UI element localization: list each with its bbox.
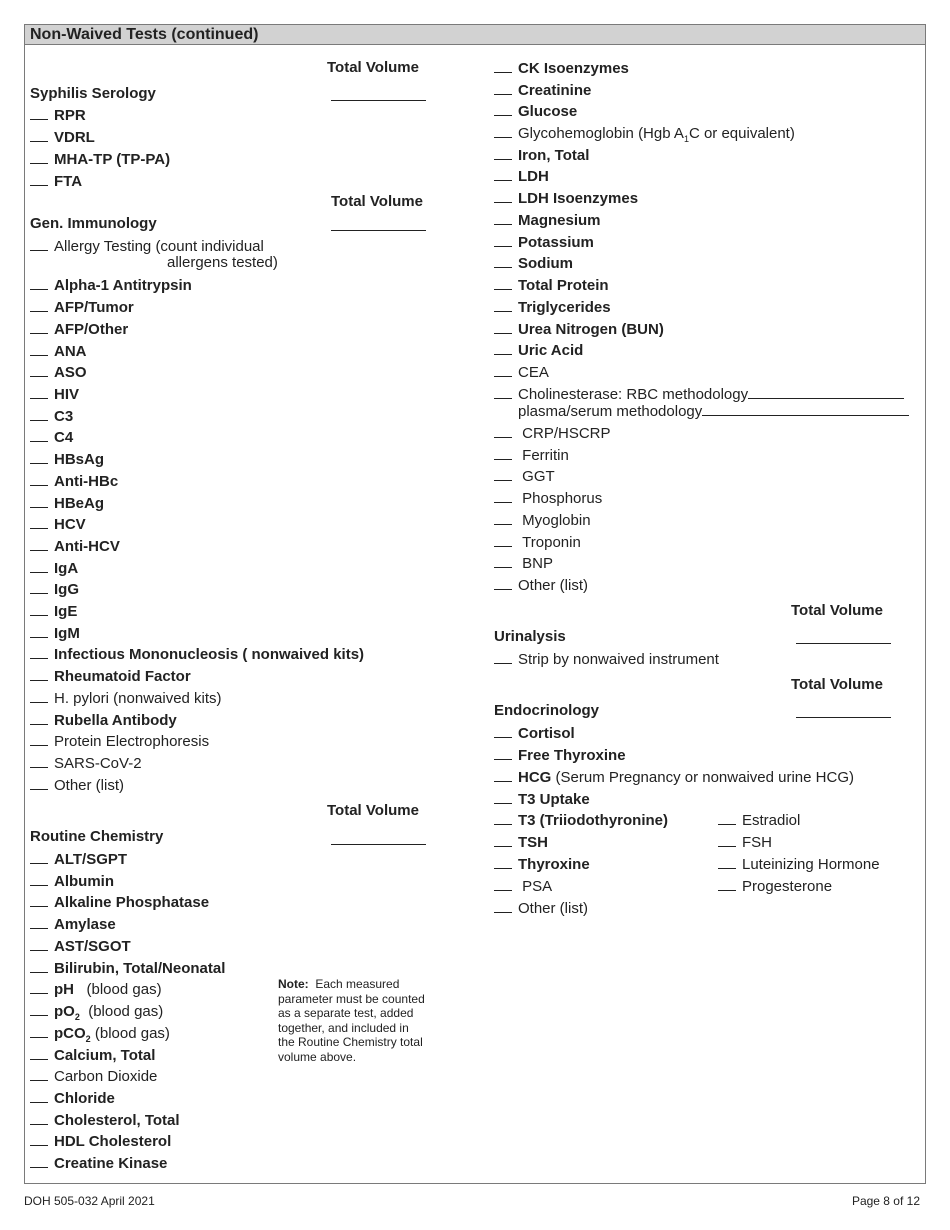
total-volume-label-chemistry: Total Volume (327, 802, 419, 819)
checklist-item-pco2[interactable]: pCO$_2$ (blood gas) (30, 1024, 170, 1043)
total-volume-line-immunology[interactable] (331, 230, 426, 231)
endocrinology-heading: Endocrinology (494, 702, 599, 719)
checklist-item[interactable]: Phosphorus (494, 489, 602, 508)
checklist-item[interactable]: C3 (30, 407, 73, 426)
checklist-item[interactable]: Iron, Total (494, 146, 589, 165)
checklist-item[interactable]: TSH (494, 833, 548, 852)
checklist-item[interactable]: Other (list) (494, 899, 588, 918)
checklist-item[interactable]: Infectious Mononucleosis ( nonwaived kits) (30, 645, 364, 664)
checklist-item[interactable]: GGT (494, 467, 555, 486)
checklist-item[interactable]: Alpha-1 Antitrypsin (30, 276, 192, 295)
checklist-item-ph[interactable]: pH (blood gas) (30, 980, 162, 999)
checklist-item[interactable]: Anti-HBc (30, 472, 118, 491)
rbc-methodology-line[interactable] (748, 385, 904, 399)
checklist-item[interactable]: HBeAg (30, 494, 104, 513)
checklist-item[interactable]: PSA (494, 877, 552, 896)
cholinesterase-plasma: plasma/serum methodology (518, 402, 909, 421)
checklist-item[interactable]: ALT/SGPT (30, 850, 127, 869)
checklist-item[interactable]: Chloride (30, 1089, 115, 1108)
checklist-item[interactable]: Anti-HCV (30, 537, 120, 556)
checklist-item[interactable]: Creatinine (494, 81, 591, 100)
checklist-item[interactable]: RPR (30, 106, 86, 125)
checklist-item[interactable]: FSH (718, 833, 772, 852)
checklist-item[interactable]: Other (list) (30, 776, 124, 795)
checklist-item[interactable]: H. pylori (nonwaived kits) (30, 689, 222, 708)
page-number: Page 8 of 12 (851, 1194, 920, 1208)
allergy-continued: allergens tested) (167, 254, 278, 271)
checklist-item[interactable]: LDH Isoenzymes (494, 189, 638, 208)
checklist-item[interactable]: Sodium (494, 254, 573, 273)
total-volume-line-syphilis[interactable] (331, 100, 426, 101)
checklist-item[interactable]: ASO (30, 363, 87, 382)
checklist-item[interactable]: BNP (494, 554, 553, 573)
checklist-item[interactable]: Cortisol (494, 724, 575, 743)
checklist-item[interactable]: Bilirubin, Total/Neonatal (30, 959, 225, 978)
checklist-item[interactable]: IgE (30, 602, 77, 621)
checklist-item[interactable]: LDH (494, 167, 549, 186)
checklist-item[interactable]: FTA (30, 172, 82, 191)
total-volume-line-endocrinology[interactable] (796, 717, 891, 718)
checklist-item[interactable]: T3 Uptake (494, 790, 590, 809)
checklist-item[interactable]: C4 (30, 428, 73, 447)
checklist-item[interactable]: MHA-TP (TP-PA) (30, 150, 170, 169)
checklist-item[interactable]: Total Protein (494, 276, 609, 295)
checklist-item[interactable]: HCV (30, 515, 86, 534)
plasma-methodology-line[interactable] (702, 402, 909, 416)
checklist-item[interactable]: Protein Electrophoresis (30, 732, 209, 751)
routine-chemistry-heading: Routine Chemistry (30, 828, 164, 845)
total-volume-label-endocrinology: Total Volume (791, 676, 883, 693)
checklist-item[interactable]: Creatine Kinase (30, 1154, 167, 1173)
checklist-item[interactable]: Rubella Antibody (30, 711, 177, 730)
total-volume-label-syphilis: Total Volume (327, 59, 419, 76)
checklist-item[interactable]: IgM (30, 624, 80, 643)
checklist-item[interactable]: CK Isoenzymes (494, 59, 629, 78)
checklist-item[interactable]: Free Thyroxine (494, 746, 626, 765)
checklist-item[interactable]: Amylase (30, 915, 116, 934)
checklist-item[interactable]: ANA (30, 342, 87, 361)
checklist-item[interactable]: Estradiol (718, 811, 800, 830)
checklist-item-allergy[interactable]: Allergy Testing (count individual (30, 237, 264, 256)
checklist-item[interactable]: Uric Acid (494, 341, 583, 360)
total-volume-line-urinalysis[interactable] (796, 643, 891, 644)
total-volume-line-chemistry[interactable] (331, 844, 426, 845)
immunology-heading: Gen. Immunology (30, 215, 157, 232)
checklist-item[interactable]: HDL Cholesterol (30, 1132, 171, 1151)
checklist-item[interactable]: Glucose (494, 102, 577, 121)
checklist-item[interactable]: Other (list) (494, 576, 588, 595)
checklist-item[interactable]: Myoglobin (494, 511, 591, 530)
checklist-item[interactable]: Troponin (494, 533, 581, 552)
checklist-item[interactable]: AST/SGOT (30, 937, 131, 956)
checklist-item[interactable]: Magnesium (494, 211, 601, 230)
checklist-item[interactable]: CEA (494, 363, 549, 382)
checklist-item[interactable]: Potassium (494, 233, 594, 252)
checklist-item[interactable]: Luteinizing Hormone (718, 855, 880, 874)
checklist-item[interactable]: CRP/HSCRP (494, 424, 611, 443)
checklist-item[interactable]: Triglycerides (494, 298, 611, 317)
checklist-item[interactable]: Progesterone (718, 877, 832, 896)
checklist-item[interactable]: AFP/Other (30, 320, 128, 339)
section-header: Non-Waived Tests (continued) (25, 25, 925, 45)
checklist-item-cholinesterase[interactable]: Cholinesterase: RBC methodology (494, 385, 904, 404)
checklist-item[interactable]: Rheumatoid Factor (30, 667, 191, 686)
checklist-item[interactable]: Carbon Dioxide (30, 1067, 157, 1086)
form-number: DOH 505-032 April 2021 (24, 1194, 155, 1208)
chemistry-note: Note: Each measured parameter must be counted as a separate test, added together, and included in the Routine Chemistry total volume above. (278, 977, 425, 1064)
checklist-item-hcg[interactable]: HCG (Serum Pregnancy or nonwaived urine HCG) (494, 768, 854, 787)
checklist-item[interactable]: Albumin (30, 872, 114, 891)
checklist-item[interactable]: Strip by nonwaived instrument (494, 650, 719, 669)
total-volume-label-immunology: Total Volume (331, 193, 423, 210)
urinalysis-heading: Urinalysis (494, 628, 566, 645)
checklist-item[interactable]: IgA (30, 559, 78, 578)
checklist-item[interactable]: T3 (Triiodothyronine) (494, 811, 668, 830)
checklist-item[interactable]: VDRL (30, 128, 95, 147)
checklist-item[interactable]: IgG (30, 580, 79, 599)
total-volume-label-urinalysis: Total Volume (791, 602, 883, 619)
checklist-item-glycohemoglobin[interactable]: Glycohemoglobin (Hgb $A_1C$ or equivalent) (494, 124, 795, 143)
checklist-item[interactable]: HIV (30, 385, 79, 404)
checklist-item[interactable]: SARS-CoV-2 (30, 754, 142, 773)
checklist-item[interactable]: AFP/Tumor (30, 298, 134, 317)
checklist-item-po2[interactable]: $pO_2$ (blood gas) (30, 1002, 163, 1021)
checklist-item[interactable]: Cholesterol, Total (30, 1111, 180, 1130)
checklist-item[interactable]: Ferritin (494, 446, 569, 465)
checklist-item[interactable]: HBsAg (30, 450, 104, 469)
checklist-item[interactable]: Alkaline Phosphatase (30, 893, 209, 912)
syphilis-heading: Syphilis Serology (30, 85, 156, 102)
checklist-item[interactable]: Calcium, Total (30, 1046, 155, 1065)
checklist-item[interactable]: Urea Nitrogen (BUN) (494, 320, 664, 339)
checklist-item[interactable]: Thyroxine (494, 855, 590, 874)
